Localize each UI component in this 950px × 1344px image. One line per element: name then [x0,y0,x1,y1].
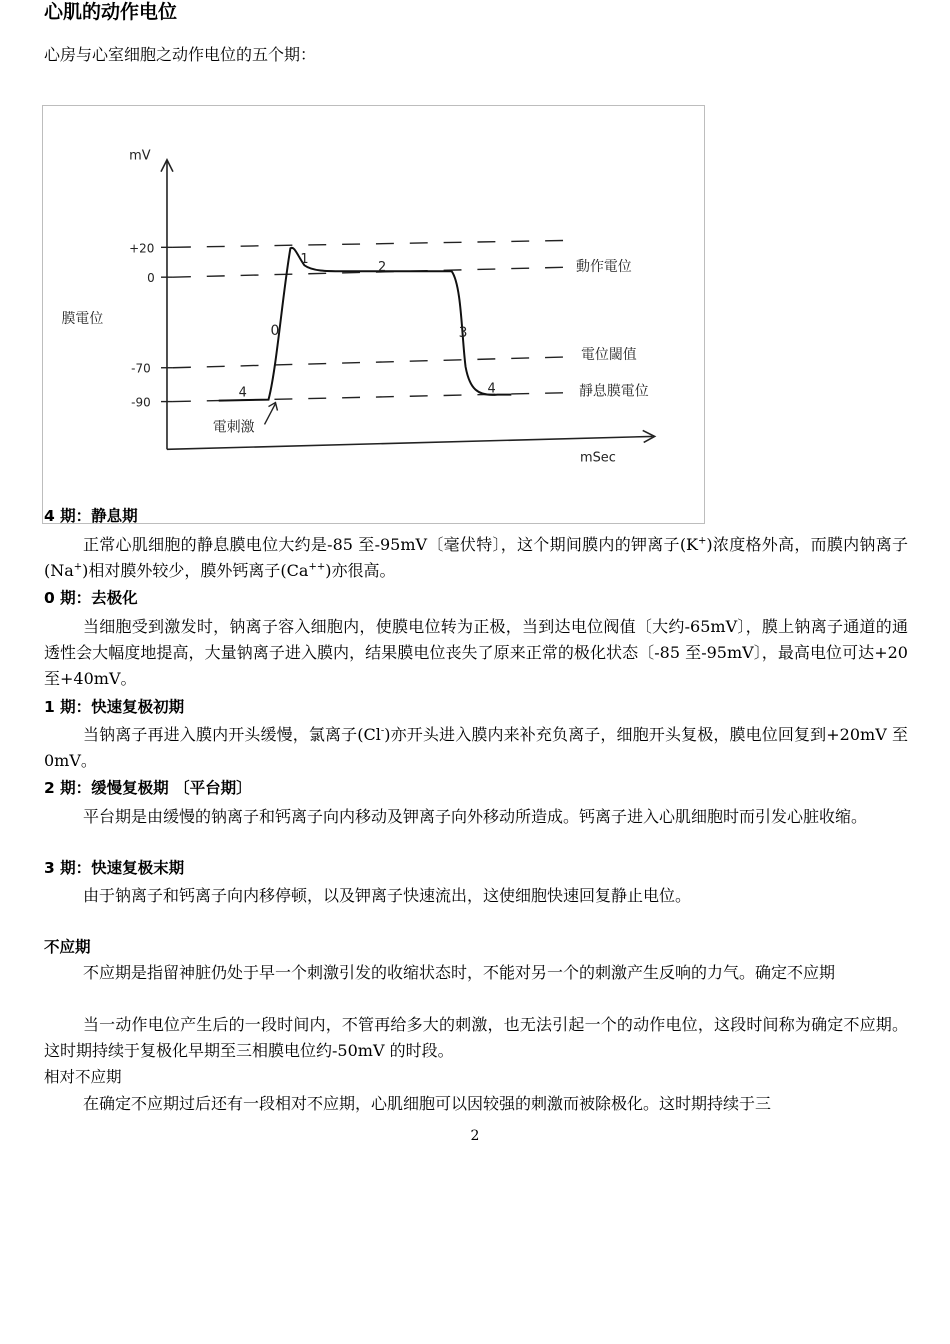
phase-1-paragraph: 当钠离子再进入膜内开头缓慢，氯离子(Cl-)亦开头进入膜内来补充负离子，细胞开头复极，膜电位回复到+20mV 至 0mV。 [44,725,908,770]
tick-label-plus20: +20 [129,241,155,256]
stimulus-label: 電刺激 [212,419,255,436]
threshold-label: 電位閾值 [581,346,637,363]
y-unit-label: mV [129,148,151,164]
action-potential-figure [42,105,705,524]
refractory-paragraph-3: 在确定不应期过后还有一段相对不应期，心肌细胞可以因较强的刺激而被除极化。这时期持续于三 [83,1094,772,1113]
x-axis [167,436,653,449]
tick-label-minus70: -70 [131,361,151,376]
phase-2-heading: 2 期：缓慢复极期 〔平台期〕 [44,779,252,797]
tick-label-zero: 0 [147,271,155,286]
refractory-paragraph-2: 当一动作电位产生后的一段时间内，不管再给多大的刺激，也无法引起一个的动作电位，这段时间称为确定不应期。这时期持续于复极化早期至三相膜电位约-50mV 的时段。 [44,1015,908,1060]
relative-refractory-heading: 相对不应期 [44,1068,122,1086]
phase-1-heading: 1 期：快速复极初期 [44,698,185,716]
phase-3-paragraph: 由于钠离子和钙离子向内移停顿，以及钾离子快速流出，这使细胞快速回复静止电位。 [83,886,692,905]
stimulus-arrow-shaft [265,404,276,425]
resting-potential-label: 靜息膜電位 [579,383,649,400]
refractory-paragraph-1: 不应期是指留神脏仍处于早一个刺激引发的收缩状态时，不能对另一个的刺激产生反响的力气。确定不应期 [83,963,836,982]
phase-0-paragraph: 当细胞受到激发时，钠离子容入细胞内，使膜电位转为正极，当到达电位阀值〔大约-65mV〕，膜上钠离子通道的通透性会大幅度地提高，大量钠离子进入膜内，结果膜电位丧失了原来正常的极化状态〔-85 至-95mV〕，最高电位可达+20 至+40mV。 [44,617,908,688]
x-unit-label: mSec [580,450,616,466]
intro-text: 心房与心室细胞之动作电位的五个期： [44,45,317,64]
page-number: 2 [470,1128,480,1144]
phase-4-paragraph: 正常心肌细胞的静息膜电位大约是-85 至-95mV〔毫伏特〕，这个期间膜内的钾离子(K+)浓度格外高，而膜内钠离子(Na+)相对膜外较少，膜外钙离子(Ca++)亦很高。 [44,535,908,580]
phase-label-4-left: 4 [238,385,247,401]
refractory-heading: 不应期 [44,938,91,956]
tick-label-minus90: -90 [131,395,151,410]
phase-4-heading: 4 期：静息期 [44,507,138,525]
zero-dashed-line [173,267,566,277]
phase-label-2: 2 [377,260,387,276]
phase-label-3: 3 [458,324,468,341]
phase-label-0: 0 [270,322,280,339]
action-potential-diagram [43,106,704,523]
plus20-dashed-line [173,240,571,247]
phase-2-paragraph: 平台期是由缓慢的钠离子和钙离子向内移动及钾离子向外移动所造成。钙离子进入心肌细胞时而引发心脏收缩。 [83,807,868,826]
phase-0-heading: 0 期：去极化 [44,589,138,607]
page-title: 心肌的动作电位 [44,1,178,23]
action-potential-label: 動作電位 [576,259,632,276]
phase-label-4-right: 4 [487,381,496,397]
y-axis-label: 膜電位 [61,310,104,327]
phase-label-1: 1 [300,252,309,268]
threshold-dashed-line [173,357,571,368]
phase-3-heading: 3 期：快速复极末期 [44,859,185,877]
